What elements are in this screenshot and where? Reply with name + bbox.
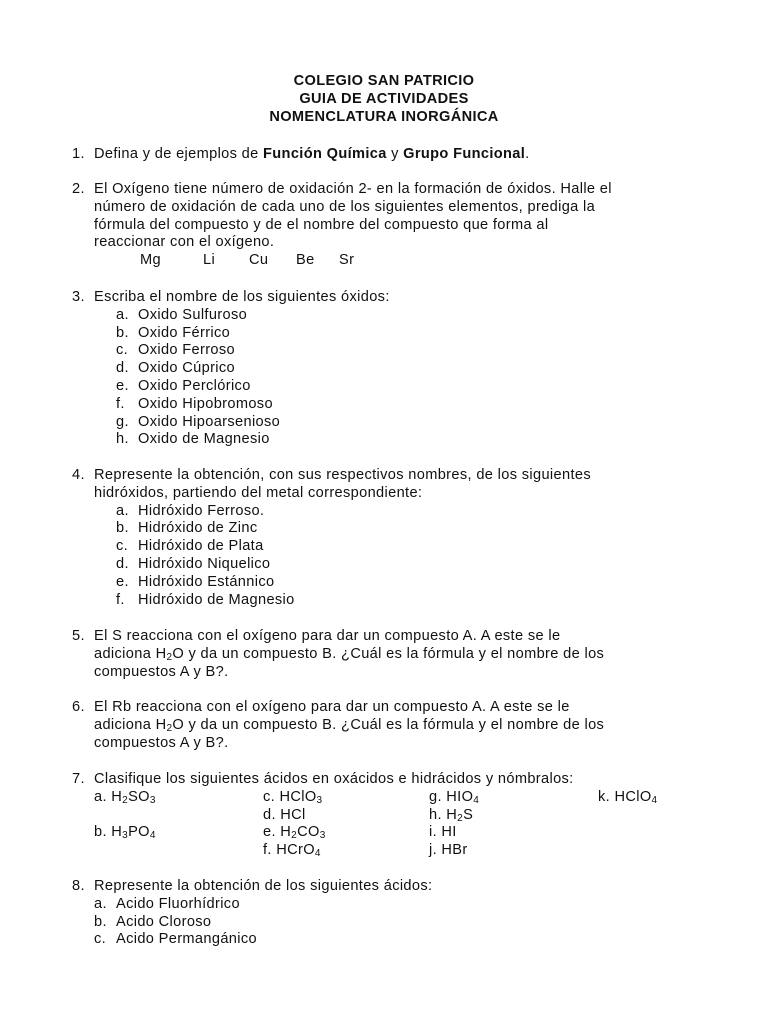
item-letter: c. [94, 931, 107, 948]
item-letter: e. [116, 573, 129, 590]
item-text: Hidróxido de Plata [138, 538, 264, 555]
list-item [116, 520, 712, 538]
item-letter: a. [94, 895, 107, 912]
list-item [116, 574, 712, 592]
question-2 [72, 181, 712, 270]
question-text: y [386, 146, 404, 162]
item-text: Oxido Sulfuroso [138, 306, 248, 323]
document-header [0, 73, 768, 127]
question-text: compuestos A y B?. [94, 663, 229, 680]
item-text: Oxido Férrico [138, 324, 231, 341]
question-6 [72, 699, 712, 752]
list-item [116, 325, 712, 343]
question-text: Escriba el nombre de los siguientes óxidos: [94, 289, 390, 305]
item-letter: h. [116, 431, 129, 448]
question-text: Represente la obtención, con sus respectivos nombres, de los siguientes [94, 467, 591, 483]
item-letter: c. [116, 342, 129, 359]
question-text: El S reacciona con el oxígeno para dar un compuesto A. A este se le [94, 628, 561, 644]
element-symbol: Cu [249, 252, 269, 269]
question-text: El Oxígeno tiene número de oxidación 2- en la formación de óxidos. Halle el [94, 181, 612, 197]
element-symbol: Be [296, 252, 315, 269]
item-text: Hidróxido Ferroso. [138, 502, 265, 519]
list-item [116, 431, 712, 449]
question-8 [72, 878, 712, 949]
list-item [116, 307, 712, 325]
element-symbol: Sr [339, 252, 355, 269]
question-text: compuestos A y B?. [94, 734, 229, 751]
question-text: Represente la obtención de los siguientes ácidos: [94, 878, 433, 894]
item-text: Acido Permangánico [116, 931, 257, 948]
question-text: Clasifique los siguientes ácidos en oxácidos e hidrácidos y nómbralos: [94, 771, 574, 787]
list-item [116, 592, 712, 610]
item-letter: b. [94, 913, 107, 930]
acid-grid [94, 789, 712, 861]
item-text: Hidróxido Niquelico [138, 555, 271, 572]
question-text: número de oxidación de cada uno de los siguientes elementos, prediga la [94, 198, 596, 215]
item-letter: b. [116, 324, 129, 341]
term-grupo-funcional: Grupo Funcional [403, 146, 526, 162]
question-number: 2. [72, 181, 85, 197]
item-letter: f. [116, 591, 125, 608]
list-item [116, 378, 712, 396]
question-number: 7. [72, 771, 85, 787]
list-item [116, 342, 712, 360]
question-number: 4. [72, 467, 85, 483]
list-item [94, 931, 712, 949]
element-symbol: Li [203, 252, 216, 269]
question-text: reaccionar con el oxígeno. [94, 234, 275, 251]
school-name: COLEGIO SAN PATRICIO [293, 73, 475, 89]
list-item [94, 914, 712, 932]
acid-item: a. $H_2SO_3$ [94, 788, 156, 806]
question-4 [72, 467, 712, 609]
hydroxide-list [116, 503, 712, 610]
list-item [116, 538, 712, 556]
item-text: Oxido Cúprico [138, 360, 236, 377]
question-5 [72, 628, 712, 681]
element-symbol: Mg [140, 252, 161, 269]
question-1 [72, 146, 712, 164]
item-letter: a. [116, 306, 129, 323]
question-text: adiciona $H_2O$ y da un compuesto B. ¿Cuál es la fórmula y el nombre de los [94, 716, 605, 734]
item-text: Acido Cloroso [116, 913, 212, 930]
item-letter: f. [116, 395, 125, 412]
acid-item: h. $H_2S$ [429, 806, 474, 824]
question-3 [72, 289, 712, 449]
acid-item: b. $H_3PO_4$ [94, 824, 156, 842]
item-letter: a. [116, 502, 129, 519]
item-text: Hidróxido de Zinc [138, 520, 258, 537]
item-text: Oxido Hipobromoso [138, 395, 273, 412]
acid-item: c. HClO$_3$ [263, 788, 323, 806]
topic-title: NOMENCLATURA INORGÁNICA [269, 109, 499, 125]
item-text: Hidróxido Estánnico [138, 573, 275, 590]
item-letter: e. [116, 377, 129, 394]
item-text: Oxido Ferroso [138, 342, 236, 359]
list-item [94, 896, 712, 914]
item-text: Oxido Perclórico [138, 377, 251, 394]
acid-item: j. HBr [429, 842, 468, 859]
list-item [116, 360, 712, 378]
question-number: 5. [72, 628, 85, 644]
question-text: hidróxidos, partiendo del metal correspondiente: [94, 484, 423, 501]
item-text: Acido Fluorhídrico [116, 895, 240, 912]
list-item [116, 556, 712, 574]
question-text: fórmula del compuesto y de el nombre del compuesto que forma al [94, 216, 549, 233]
list-item [116, 503, 712, 521]
acid-item: d. HCl [263, 806, 306, 823]
question-text: . [525, 146, 530, 162]
item-letter: b. [116, 520, 129, 537]
acid-item: e. $H_2CO_3$ [263, 824, 326, 842]
term-funcion-quimica: Función Química [263, 146, 387, 162]
acid-item: k. HClO$_4$ [598, 788, 658, 806]
acid-item: g. $HIO_4$ [429, 788, 480, 806]
question-number: 3. [72, 289, 85, 305]
question-text: El Rb reacciona con el oxígeno para dar un compuesto A. A este se le [94, 699, 570, 715]
question-7 [72, 771, 712, 861]
item-letter: d. [116, 360, 129, 377]
item-letter: c. [116, 538, 129, 555]
list-item [116, 414, 712, 432]
item-letter: d. [116, 555, 129, 572]
acid-item: i. HI [429, 824, 457, 841]
item-text: Hidróxido de Magnesio [138, 591, 295, 608]
question-text: Defina y de ejemplos de [94, 146, 264, 162]
item-letter: g. [116, 413, 129, 430]
question-number: 8. [72, 878, 85, 894]
question-number: 6. [72, 699, 85, 715]
guide-title: GUIA DE ACTIVIDADES [299, 91, 469, 107]
acid-item: f. HCrO$_4$ [263, 842, 321, 860]
question-text: adiciona $H_2O$ y da un compuesto B. ¿Cuál es la fórmula y el nombre de los [94, 645, 605, 663]
item-text: Oxido Hipoarsenioso [138, 413, 281, 430]
question-number: 1. [72, 146, 85, 162]
list-item [116, 396, 712, 414]
element-list [94, 252, 712, 270]
oxide-list [116, 307, 712, 449]
item-text: Oxido de Magnesio [138, 431, 270, 448]
